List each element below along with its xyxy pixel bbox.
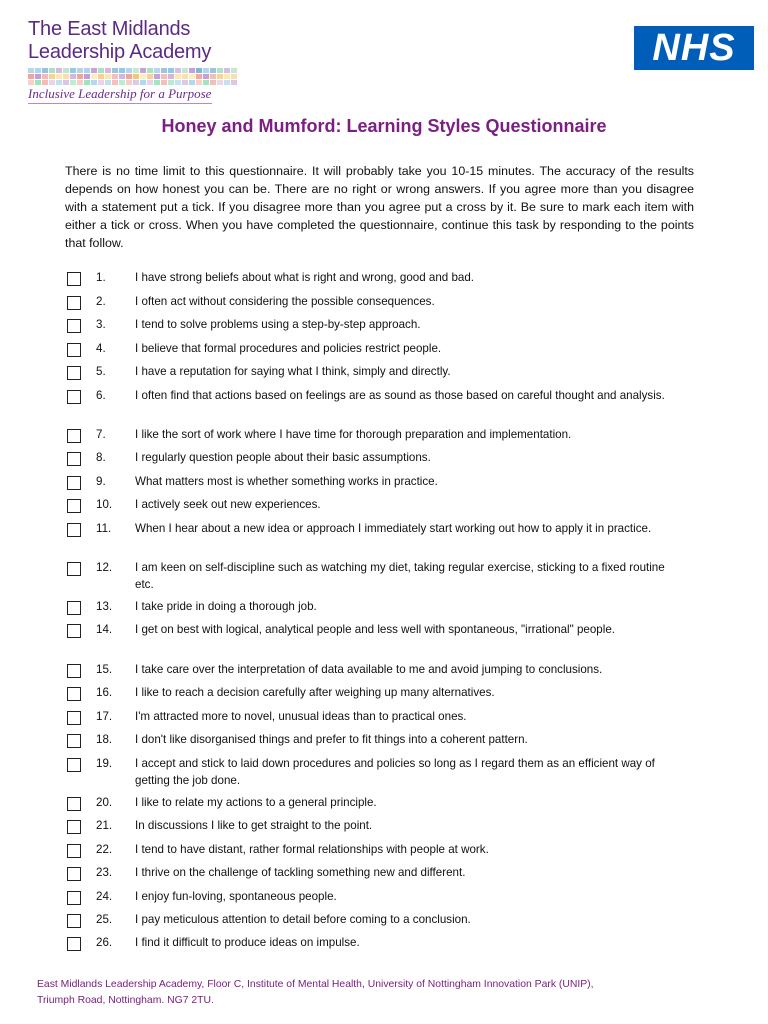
mosaic-tile — [77, 80, 83, 85]
answer-checkbox[interactable] — [67, 499, 81, 513]
item-number: 5. — [96, 365, 106, 378]
mosaic-tile — [133, 74, 139, 79]
mosaic-tile — [154, 80, 160, 85]
item-number: 2. — [96, 295, 106, 308]
mosaic-tile — [91, 74, 97, 79]
mosaic-tile — [42, 74, 48, 79]
answer-checkbox[interactable] — [67, 476, 81, 490]
mosaic-tile — [35, 80, 41, 85]
item-text: I have strong beliefs about what is right and wrong, good and bad. — [135, 271, 475, 284]
item-text: I regularly question people about their basic assumptions. — [135, 451, 431, 464]
mosaic-tile — [224, 68, 230, 73]
item-text: I take care over the interpretation of data available to me and avoid jumping to conclusions. — [135, 663, 603, 676]
mosaic-tile — [119, 74, 125, 79]
answer-checkbox[interactable] — [67, 343, 81, 357]
answer-checkbox[interactable] — [67, 624, 81, 638]
mosaic-tile — [217, 74, 223, 79]
answer-checkbox[interactable] — [67, 820, 81, 834]
logo-mosaic-icon — [28, 68, 228, 85]
item-text: I often act without considering the possible consequences. — [135, 295, 435, 308]
item-number: 17. — [96, 710, 113, 723]
item-number: 13. — [96, 600, 113, 613]
mosaic-tile — [35, 74, 41, 79]
mosaic-tile — [98, 68, 104, 73]
mosaic-tile — [126, 74, 132, 79]
answer-checkbox[interactable] — [67, 758, 81, 772]
item-number: 15. — [96, 663, 113, 676]
item-text: In discussions I like to get straight to the point. — [135, 819, 373, 832]
mosaic-tile — [91, 80, 97, 85]
mosaic-tile — [28, 74, 34, 79]
item-text: What matters most is whether something works in practice. — [135, 475, 438, 488]
mosaic-tile — [210, 80, 216, 85]
item-number: 19. — [96, 757, 113, 770]
item-number: 6. — [96, 389, 106, 402]
mosaic-tile — [168, 68, 174, 73]
mosaic-tile — [203, 74, 209, 79]
item-text: I don't like disorganised things and prefer to fit things into a coherent pattern. — [135, 733, 528, 746]
mosaic-tile — [70, 80, 76, 85]
item-number: 21. — [96, 819, 113, 832]
mosaic-tile — [56, 80, 62, 85]
answer-checkbox[interactable] — [67, 523, 81, 537]
item-number: 8. — [96, 451, 106, 464]
item-text: I thrive on the challenge of tackling something new and different. — [135, 866, 466, 879]
org-name-line2: Leadership Academy — [28, 41, 212, 63]
mosaic-tile — [42, 68, 48, 73]
item-number: 4. — [96, 342, 106, 355]
mosaic-tile — [133, 80, 139, 85]
item-number: 7. — [96, 428, 106, 441]
mosaic-tile — [168, 74, 174, 79]
mosaic-tile — [112, 80, 118, 85]
tagline-rule — [28, 103, 212, 104]
item-text: I often find that actions based on feelings are as sound as those based on careful thought and analysis. — [135, 389, 665, 402]
item-number: 3. — [96, 318, 106, 331]
mosaic-tile — [56, 68, 62, 73]
mosaic-tile — [161, 74, 167, 79]
item-number: 26. — [96, 936, 113, 949]
item-number: 9. — [96, 475, 106, 488]
mosaic-tile — [63, 68, 69, 73]
mosaic-tile — [84, 80, 90, 85]
page-title: Honey and Mumford: Learning Styles Questionnaire — [161, 116, 607, 136]
item-number: 16. — [96, 686, 113, 699]
mosaic-tile — [70, 74, 76, 79]
mosaic-tile — [175, 68, 181, 73]
mosaic-tile — [35, 68, 41, 73]
mosaic-tile — [175, 80, 181, 85]
answer-checkbox[interactable] — [67, 366, 81, 380]
item-text: I tend to solve problems using a step-by-step approach. — [135, 318, 421, 331]
mosaic-tile — [119, 68, 125, 73]
mosaic-tile — [112, 68, 118, 73]
org-name-line1: The East Midlands — [28, 18, 191, 40]
item-text: I have a reputation for saying what I think, simply and directly. — [135, 365, 451, 378]
mosaic-tile — [203, 68, 209, 73]
item-number: 23. — [96, 866, 113, 879]
mosaic-tile — [147, 80, 153, 85]
item-text: I believe that formal procedures and policies restrict people. — [135, 342, 442, 355]
mosaic-tile — [189, 74, 195, 79]
mosaic-tile — [126, 68, 132, 73]
mosaic-tile — [196, 74, 202, 79]
mosaic-tile — [189, 68, 195, 73]
mosaic-tile — [147, 74, 153, 79]
mosaic-tile — [196, 80, 202, 85]
mosaic-tile — [182, 80, 188, 85]
item-number: 11. — [96, 522, 112, 535]
mosaic-tile — [105, 80, 111, 85]
mosaic-tile — [84, 74, 90, 79]
item-text: I find it difficult to produce ideas on impulse. — [135, 936, 360, 949]
answer-checkbox[interactable] — [67, 390, 81, 404]
answer-checkbox[interactable] — [67, 601, 81, 615]
mosaic-tile — [189, 80, 195, 85]
item-number: 24. — [96, 890, 113, 903]
mosaic-tile — [154, 74, 160, 79]
mosaic-tile — [77, 68, 83, 73]
item-text: I like to reach a decision carefully after weighing up many alternatives. — [135, 686, 495, 699]
answer-checkbox[interactable] — [67, 272, 81, 286]
answer-checkbox[interactable] — [67, 429, 81, 443]
mosaic-tile — [56, 74, 62, 79]
mosaic-tile — [224, 80, 230, 85]
mosaic-tile — [161, 68, 167, 73]
item-text: I tend to have distant, rather formal relationships with people at work. — [135, 843, 489, 856]
item-number: 14. — [96, 623, 113, 636]
item-number: 25. — [96, 913, 113, 926]
nhs-logo: NHS — [634, 26, 754, 70]
item-number: 10. — [96, 498, 113, 511]
mosaic-tile — [84, 68, 90, 73]
item-text: I take pride in doing a thorough job. — [135, 600, 317, 613]
mosaic-tile — [140, 80, 146, 85]
answer-checkbox[interactable] — [67, 891, 81, 905]
mosaic-tile — [224, 74, 230, 79]
mosaic-tile — [28, 80, 34, 85]
mosaic-tile — [217, 68, 223, 73]
mosaic-tile — [112, 74, 118, 79]
mosaic-tile — [168, 80, 174, 85]
footer-address-line2: Triumph Road, Nottingham. NG7 2TU. — [37, 995, 214, 1006]
item-text: I enjoy fun-loving, spontaneous people. — [135, 890, 337, 903]
answer-checkbox[interactable] — [67, 937, 81, 951]
mosaic-tile — [133, 68, 139, 73]
mosaic-tile — [210, 68, 216, 73]
mosaic-tile — [182, 74, 188, 79]
answer-checkbox[interactable] — [67, 734, 81, 748]
answer-checkbox[interactable] — [67, 687, 81, 701]
item-text: I actively seek out new experiences. — [135, 498, 321, 511]
mosaic-tile — [105, 74, 111, 79]
item-number: 22. — [96, 843, 113, 856]
academy-logo — [28, 18, 228, 104]
answer-checkbox[interactable] — [67, 914, 81, 928]
mosaic-tile — [63, 80, 69, 85]
item-number: 12. — [96, 561, 113, 574]
mosaic-tile — [98, 74, 104, 79]
answer-checkbox[interactable] — [67, 319, 81, 333]
mosaic-tile — [119, 80, 125, 85]
mosaic-tile — [140, 74, 146, 79]
answer-checkbox[interactable] — [67, 867, 81, 881]
footer-address-line1: East Midlands Leadership Academy, Floor C, Institute of Mental Health, University of Nottingham Innovation Park (UNIP), — [37, 979, 594, 990]
mosaic-tile — [28, 68, 34, 73]
org-tagline: Inclusive Leadership for a Purpose — [28, 86, 212, 101]
item-text: I accept and stick to laid down procedures and policies so long as I regard them as an efficient way of getting the job done. — [135, 757, 655, 787]
mosaic-tile — [147, 68, 153, 73]
mosaic-tile — [77, 74, 83, 79]
mosaic-tile — [231, 80, 237, 85]
item-text: I like to relate my actions to a general principle. — [135, 796, 377, 809]
mosaic-tile — [140, 68, 146, 73]
mosaic-tile — [49, 74, 55, 79]
mosaic-tile — [210, 74, 216, 79]
mosaic-tile — [182, 68, 188, 73]
answer-checkbox[interactable] — [67, 562, 81, 576]
mosaic-tile — [217, 80, 223, 85]
mosaic-tile — [63, 74, 69, 79]
answer-checkbox[interactable] — [67, 844, 81, 858]
mosaic-tile — [196, 68, 202, 73]
item-text: I get on best with logical, analytical people and less well with spontaneous, "irrational" people. — [135, 623, 615, 636]
item-text: I am keen on self-discipline such as watching my diet, taking regular exercise, sticking to a fixed routine etc. — [135, 561, 665, 591]
mosaic-tile — [231, 68, 237, 73]
item-text: I'm attracted more to novel, unusual ideas than to practical ones. — [135, 710, 467, 723]
answer-checkbox[interactable] — [67, 797, 81, 811]
answer-checkbox[interactable] — [67, 452, 81, 466]
answer-checkbox[interactable] — [67, 296, 81, 310]
mosaic-tile — [49, 68, 55, 73]
mosaic-tile — [98, 80, 104, 85]
answer-checkbox[interactable] — [67, 711, 81, 725]
mosaic-tile — [105, 68, 111, 73]
mosaic-tile — [49, 80, 55, 85]
item-number: 20. — [96, 796, 113, 809]
mosaic-tile — [231, 74, 237, 79]
item-text: When I hear about a new idea or approach I immediately start working out how to apply it in practice. — [135, 522, 652, 535]
item-text: I pay meticulous attention to detail before coming to a conclusion. — [135, 913, 471, 926]
mosaic-tile — [161, 80, 167, 85]
mosaic-tile — [91, 68, 97, 73]
mosaic-tile — [175, 74, 181, 79]
mosaic-tile — [203, 80, 209, 85]
mosaic-tile — [70, 68, 76, 73]
footer-address — [37, 977, 737, 1009]
mosaic-tile — [154, 68, 160, 73]
mosaic-tile — [126, 80, 132, 85]
answer-checkbox[interactable] — [67, 664, 81, 678]
instructions-paragraph: There is no time limit to this questionnaire. It will probably take you 10-15 minutes. The accuracy of the results depends on how honest you can be. There are no right or wrong answers. If you agree more than you disagree with a statement put a tick. If you disagree more than you agree put a cross by it. Be sure to mark each item with either a tick or cross. When you have completed the questionnaire, continue this task by responding to the points that follow. — [65, 164, 694, 250]
item-number: 18. — [96, 733, 113, 746]
item-number: 1. — [96, 271, 106, 284]
item-text: I like the sort of work where I have time for thorough preparation and implementation. — [135, 428, 572, 441]
mosaic-tile — [42, 80, 48, 85]
